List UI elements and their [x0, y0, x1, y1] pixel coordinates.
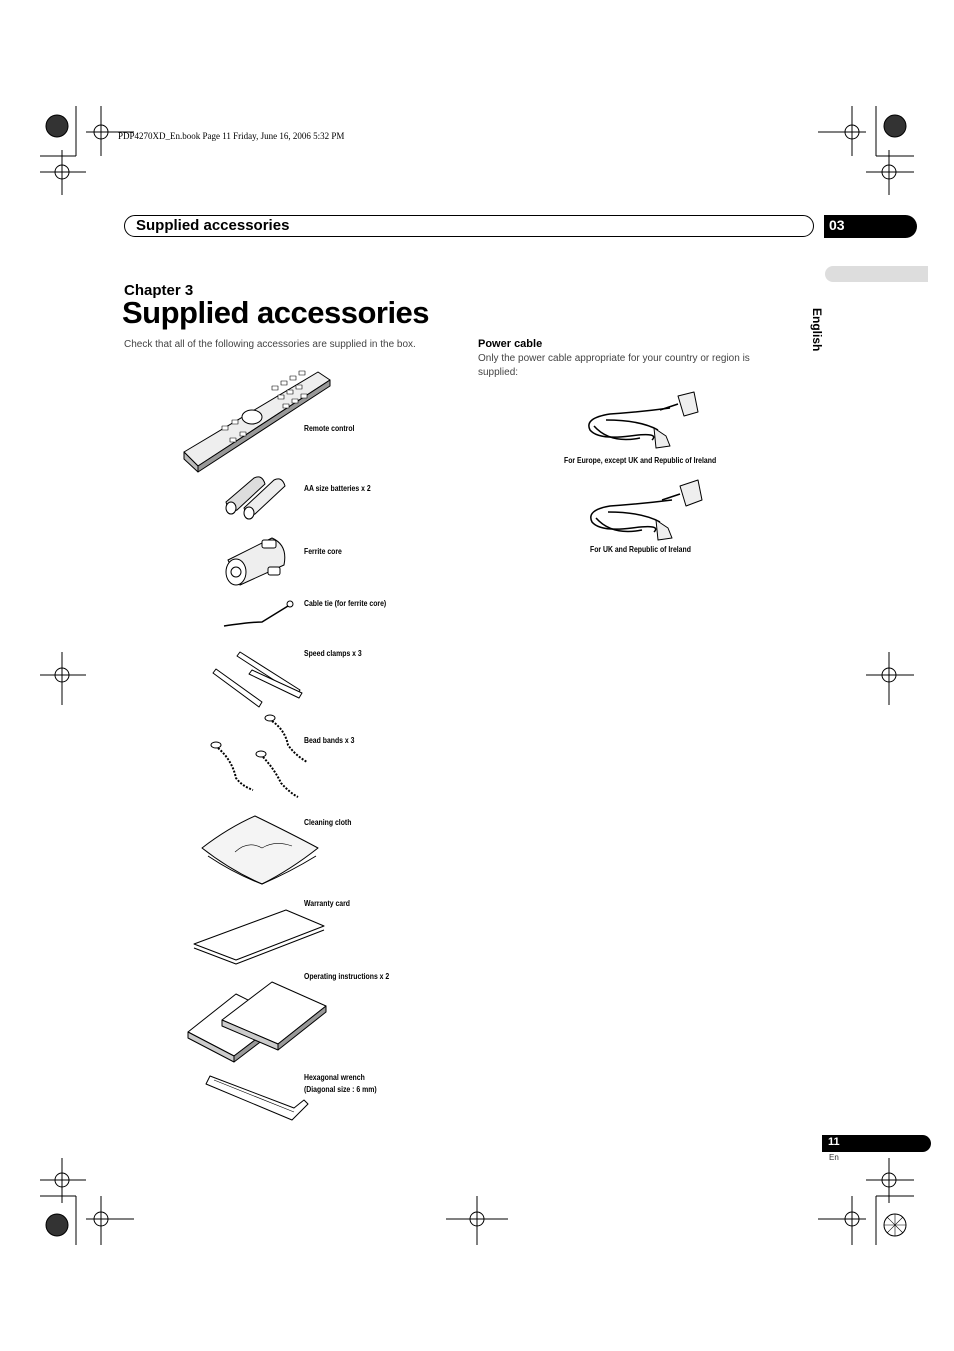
intro-text: Check that all of the following accessories are supplied in the box. [124, 339, 416, 350]
power-cable-uk-label: For UK and Republic of Ireland [590, 545, 691, 554]
cleaning-cloth-label: Cleaning cloth [304, 818, 352, 827]
ferrite-core-label: Ferrite core [304, 547, 342, 556]
page-title: Supplied accessories [122, 295, 430, 330]
language-label: English [810, 308, 824, 352]
warranty-card-label: Warranty card [304, 899, 351, 908]
page-number: 11 [828, 1136, 840, 1148]
chapter-label: Chapter 3 [124, 282, 194, 299]
bead-bands-illustration [211, 715, 307, 797]
speed-clamps-label: Speed clamps x 3 [304, 649, 362, 658]
power-cable-europe-label: For Europe, except UK and Republic of Ireland [564, 456, 717, 465]
ferrite-core-illustration [226, 538, 285, 585]
cable-tie-illustration [224, 601, 293, 626]
speed-clamps-illustration [213, 652, 302, 707]
bead-bands-label: Bead bands x 3 [304, 736, 355, 745]
power-cable-heading: Power cable [478, 338, 543, 350]
remote-control-illustration [184, 371, 330, 472]
instructions-illustration [188, 982, 326, 1062]
print-info: PDP4270XD_En.book Page 11 Friday, June 16, 2006 5:32 PM [118, 131, 345, 141]
page-language-code: En [829, 1153, 839, 1162]
remote-control-label: Remote control [304, 424, 355, 433]
cable-tie-label: Cable tie (for ferrite core) [304, 599, 387, 608]
hex-wrench-illustration [206, 1076, 308, 1120]
power-cable-europe-illustration [589, 392, 698, 448]
hex-wrench-size-label: (Diagonal size : 6 mm) [304, 1085, 377, 1094]
warranty-card-illustration [194, 910, 324, 964]
section-title: Supplied accessories [136, 217, 290, 234]
hex-wrench-label: Hexagonal wrench [304, 1073, 365, 1082]
chapter-number: 03 [829, 217, 845, 233]
page-number-tab [822, 1135, 931, 1152]
power-cable-description: Only the power cable appropriate for your country or region is supplied: [478, 353, 750, 378]
batteries-label: AA size batteries x 2 [304, 484, 371, 493]
power-cable-uk-illustration [591, 480, 702, 540]
cleaning-cloth-illustration [202, 816, 318, 884]
batteries-illustration [226, 477, 285, 519]
instructions-label: Operating instructions x 2 [304, 972, 390, 981]
